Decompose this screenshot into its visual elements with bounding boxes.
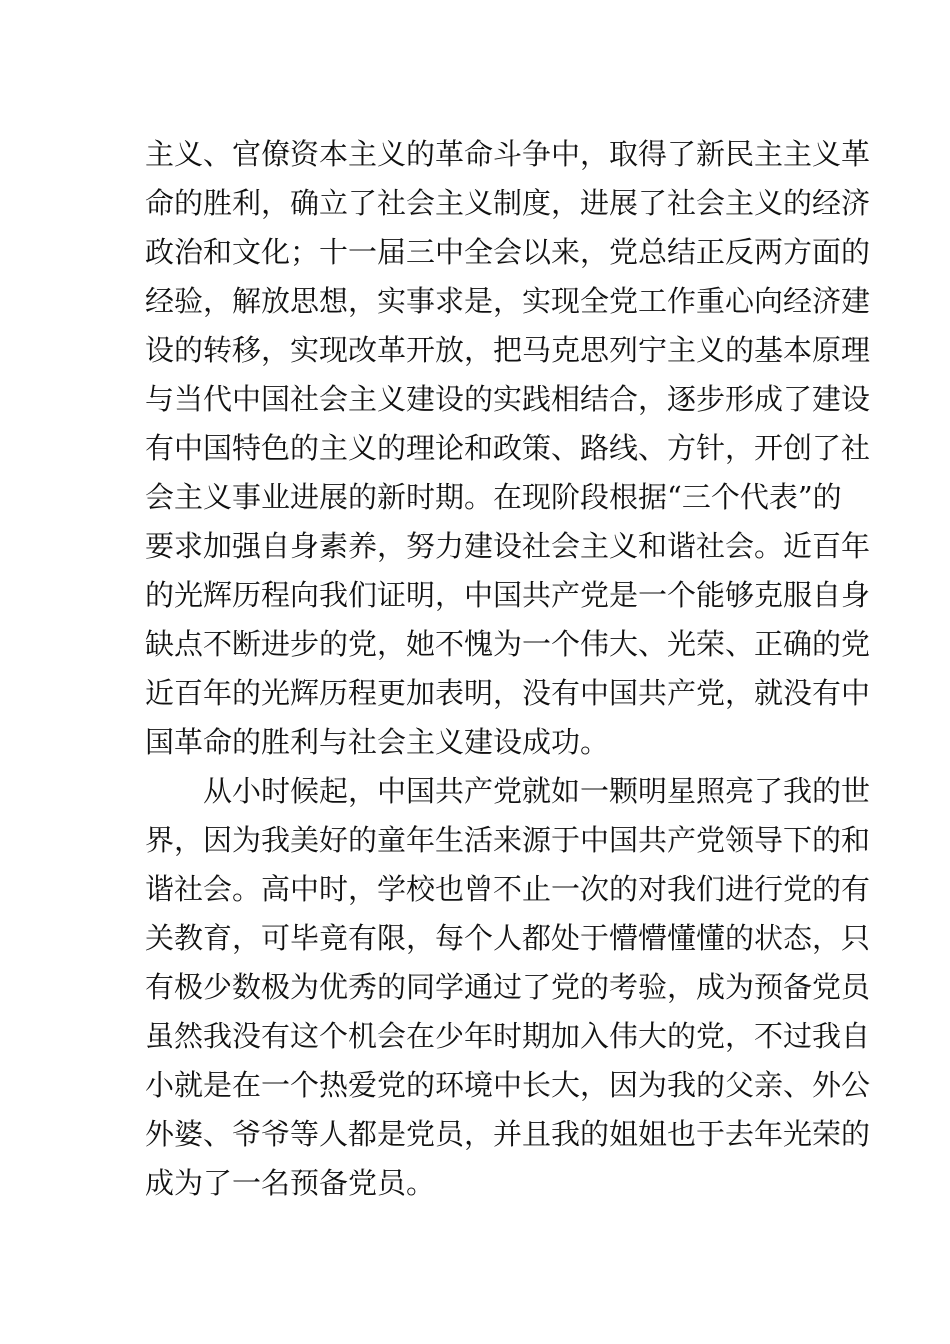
paragraph-2: [145, 767, 871, 1208]
text-line: 命的胜利，确立了社会主义制度，进展了社会主义的经济: [145, 186, 871, 220]
text-line: 虽然我没有这个机会在少年时期加入伟大的党，不过我自: [145, 1019, 871, 1053]
paragraph-1: [145, 130, 871, 767]
text-line: 有极少数极为优秀的同学通过了党的考验，成为预备党员: [145, 970, 871, 1004]
text-line: 的光辉历程向我们证明，中国共产党是一个能够克服自身: [145, 578, 871, 612]
text-line: 经验，解放思想，实事求是，实现全党工作重心向经济建: [145, 284, 871, 318]
text-line: 小就是在一个热爱党的环境中长大，因为我的父亲、外公: [145, 1068, 871, 1102]
text-line: 关教育，可毕竟有限，每个人都处于懵懵懂懂的状态，只: [145, 921, 871, 955]
text-line: 外婆、爷爷等人都是党员，并且我的姐姐也于去年光荣的: [145, 1117, 871, 1151]
text-line: 近百年的光辉历程更加表明，没有中国共产党，就没有中: [145, 676, 871, 710]
text-line: 缺点不断进步的党，她不愧为一个伟大、光荣、正确的党: [145, 627, 871, 661]
text-line: 国革命的胜利与社会主义建设成功。: [145, 725, 610, 759]
text-line: 与当代中国社会主义建设的实践相结合，逐步形成了建设: [145, 382, 871, 416]
text-line: 成为了一名预备党员。: [145, 1166, 436, 1200]
text-line: 谐社会。高中时，学校也曾不止一次的对我们进行党的有: [145, 872, 871, 906]
text-line: 会主义事业进展的新时期。在现阶段根据“三个代表”的: [145, 480, 842, 514]
text-line: 政治和文化；十一届三中全会以来，党总结正反两方面的: [145, 235, 871, 269]
text-line: 主义、官僚资本主义的革命斗争中，取得了新民主主义革: [145, 137, 871, 171]
text-line: 从小时候起，中国共产党就如一颗明星照亮了我的世: [203, 774, 871, 808]
text-line: 设的转移，实现改革开放，把马克思列宁主义的基本原理: [145, 333, 871, 367]
document-body: [145, 130, 871, 1208]
text-line: 要求加强自身素养，努力建设社会主义和谐社会。近百年: [145, 529, 871, 563]
text-line: 有中国特色的主义的理论和政策、路线、方针，开创了社: [145, 431, 871, 465]
text-line: 界，因为我美好的童年生活来源于中国共产党领导下的和: [145, 823, 871, 857]
